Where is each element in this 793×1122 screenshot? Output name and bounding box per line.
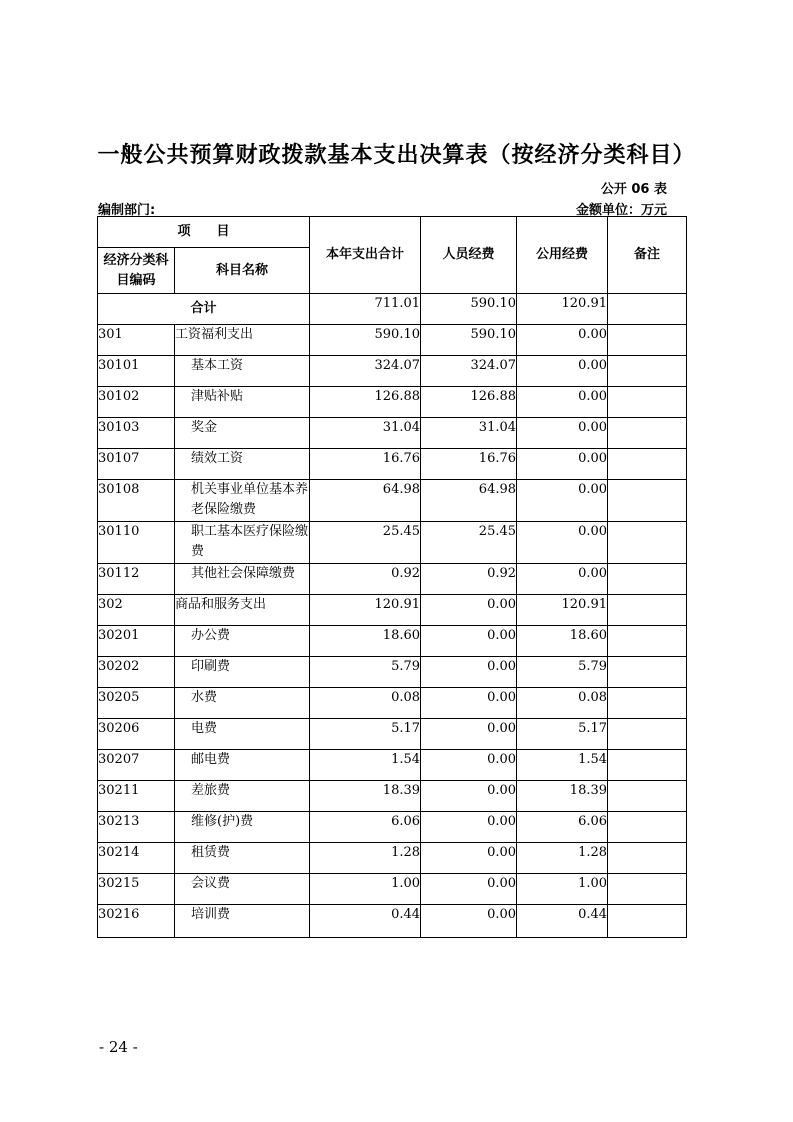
row-total: 6.06 [310,812,421,843]
row-personnel: 0.00 [421,812,517,843]
row-remark [608,418,687,449]
dept-label: 编制部门: [98,203,156,218]
header-remark: 备注 [608,217,687,294]
row-remark [608,356,687,387]
table-row [98,564,687,595]
row-name: 水费 [175,688,310,719]
row-name: 邮电费 [175,750,310,781]
row-public: 18.60 [517,626,608,657]
row-personnel: 324.07 [421,356,517,387]
row-personnel: 0.00 [421,688,517,719]
row-total: 0.92 [310,564,421,595]
row-public: 0.00 [517,522,608,564]
table-code: 公开 06 表 [600,182,667,197]
row-remark [608,449,687,480]
row-total: 1.00 [310,874,421,905]
row-total: 126.88 [310,387,421,418]
row-personnel: 0.00 [421,595,517,626]
table-row [98,874,687,905]
row-personnel: 0.00 [421,750,517,781]
row-code: 30108 [98,480,175,522]
row-public: 120.91 [517,595,608,626]
row-total: 590.10 [310,325,421,356]
row-public: 0.00 [517,564,608,595]
row-name: 工资福利支出 [175,325,310,356]
row-personnel: 0.00 [421,781,517,812]
row-public: 1.54 [517,750,608,781]
row-code: 30101 [98,356,175,387]
row-code: 30207 [98,750,175,781]
total-label: 合计 [98,294,310,325]
row-total: 18.39 [310,781,421,812]
row-personnel: 0.92 [421,564,517,595]
row-personnel: 0.00 [421,719,517,750]
row-remark [608,688,687,719]
row-name: 绩效工资 [175,449,310,480]
row-personnel: 0.00 [421,874,517,905]
row-personnel: 25.45 [421,522,517,564]
row-remark [608,480,687,522]
row-remark [608,750,687,781]
row-personnel: 31.04 [421,418,517,449]
row-code: 302 [98,595,175,626]
row-code: 30216 [98,905,175,938]
table-row [98,522,687,564]
header-item: 项 目 [98,217,310,248]
row-name: 津贴补贴 [175,387,310,418]
row-public: 1.28 [517,843,608,874]
row-name: 租赁费 [175,843,310,874]
table-row [98,626,687,657]
row-personnel: 0.00 [421,626,517,657]
row-code: 30201 [98,626,175,657]
table-row [98,418,687,449]
row-public: 0.08 [517,688,608,719]
row-public: 0.00 [517,325,608,356]
table-row [98,812,687,843]
total-row-public: 120.91 [517,294,608,325]
row-public: 0.44 [517,905,608,938]
row-code: 30214 [98,843,175,874]
row-code: 30215 [98,874,175,905]
table-row [98,688,687,719]
page-number: - 24 - [99,1038,138,1056]
row-name: 印刷费 [175,657,310,688]
table-row [98,356,687,387]
row-name: 电费 [175,719,310,750]
expenditure-table [97,216,687,938]
row-personnel: 0.00 [421,843,517,874]
row-code: 30206 [98,719,175,750]
row-code: 30205 [98,688,175,719]
row-code: 30110 [98,522,175,564]
row-remark [608,905,687,938]
row-total: 25.45 [310,522,421,564]
table-row [98,480,687,522]
row-remark [608,781,687,812]
row-public: 0.00 [517,418,608,449]
row-personnel: 590.10 [421,325,517,356]
header-public: 公用经费 [517,217,608,294]
row-total: 5.17 [310,719,421,750]
row-remark [608,564,687,595]
row-total: 16.76 [310,449,421,480]
table-row [98,905,687,938]
row-total: 120.91 [310,595,421,626]
row-name: 奖金 [175,418,310,449]
row-public: 0.00 [517,480,608,522]
row-total: 31.04 [310,418,421,449]
row-public: 5.79 [517,657,608,688]
total-row-remark [608,294,687,325]
row-personnel: 0.00 [421,657,517,688]
row-remark [608,812,687,843]
row-name: 职工基本医疗保险缴费 [175,522,310,564]
row-total: 324.07 [310,356,421,387]
table-row [98,750,687,781]
row-name: 培训费 [175,905,310,938]
row-name: 基本工资 [175,356,310,387]
row-remark [608,595,687,626]
row-total: 18.60 [310,626,421,657]
row-public: 18.39 [517,781,608,812]
row-total: 0.44 [310,905,421,938]
row-total: 1.54 [310,750,421,781]
row-code: 30112 [98,564,175,595]
total-row [98,294,687,325]
table-row [98,781,687,812]
row-name: 维修(护)费 [175,812,310,843]
table-row [98,325,687,356]
row-remark [608,626,687,657]
row-total: 5.79 [310,657,421,688]
row-code: 30202 [98,657,175,688]
header-row-1 [98,217,687,248]
row-name: 商品和服务支出 [175,595,310,626]
row-code: 30102 [98,387,175,418]
table-row [98,843,687,874]
row-public: 6.06 [517,812,608,843]
row-remark [608,719,687,750]
row-code: 301 [98,325,175,356]
row-remark [608,843,687,874]
row-remark [608,522,687,564]
table-row [98,387,687,418]
header-total: 本年支出合计 [310,217,421,294]
header-personnel: 人员经费 [421,217,517,294]
header-econ-code: 经济分类科目编码 [98,248,175,294]
row-name: 差旅费 [175,781,310,812]
row-remark [608,657,687,688]
row-name: 会议费 [175,874,310,905]
unit-label: 金额单位：万元 [575,203,667,218]
row-public: 0.00 [517,387,608,418]
row-public: 1.00 [517,874,608,905]
row-personnel: 0.00 [421,905,517,938]
row-total: 1.28 [310,843,421,874]
table-row [98,595,687,626]
row-remark [608,874,687,905]
row-public: 0.00 [517,356,608,387]
row-code: 30213 [98,812,175,843]
row-total: 0.08 [310,688,421,719]
row-public: 5.17 [517,719,608,750]
row-public: 0.00 [517,449,608,480]
table-row [98,449,687,480]
row-name: 机关事业单位基本养老保险缴费 [175,480,310,522]
row-total: 64.98 [310,480,421,522]
row-personnel: 126.88 [421,387,517,418]
row-remark [608,325,687,356]
row-code: 30103 [98,418,175,449]
table-row [98,719,687,750]
row-personnel: 64.98 [421,480,517,522]
row-name: 办公费 [175,626,310,657]
row-name: 其他社会保障缴费 [175,564,310,595]
total-row-personnel: 590.10 [421,294,517,325]
header-subject-name: 科目名称 [175,248,310,294]
row-code: 30107 [98,449,175,480]
table-row [98,657,687,688]
total-row-total: 711.01 [310,294,421,325]
row-personnel: 16.76 [421,449,517,480]
row-remark [608,387,687,418]
row-code: 30211 [98,781,175,812]
page-title: 一般公共预算财政拨款基本支出决算表（按经济分类科目） [97,143,696,168]
